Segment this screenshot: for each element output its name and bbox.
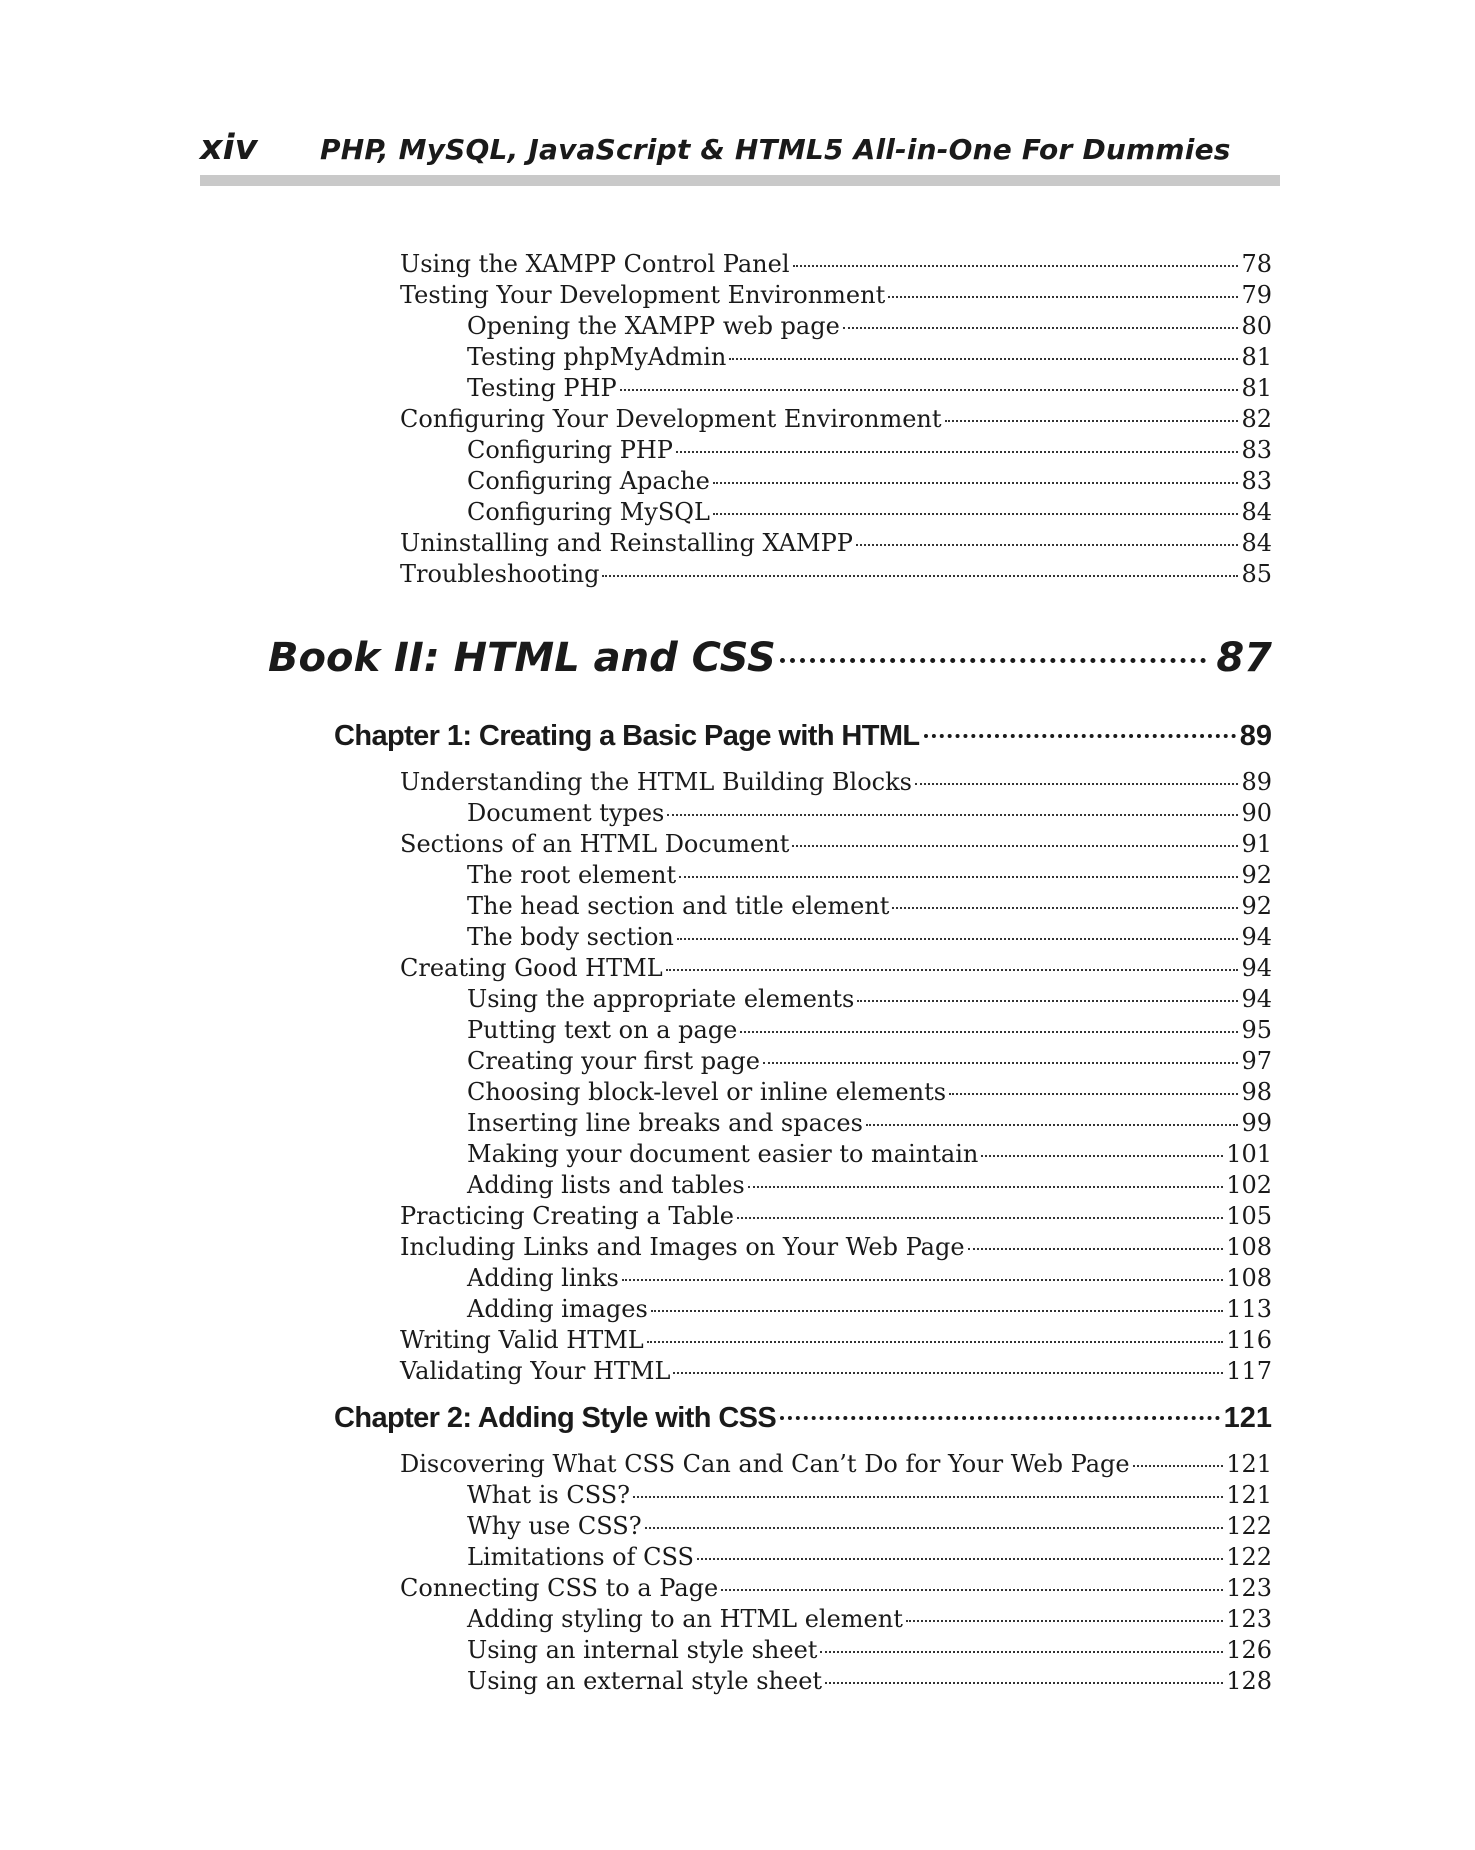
toc-entry-label: Adding links bbox=[467, 1264, 619, 1292]
toc-entry bbox=[467, 1170, 1272, 1200]
toc-entry bbox=[467, 497, 1272, 527]
toc-entry bbox=[400, 953, 1272, 983]
chapter-heading-label: Chapter 2: Adding Style with CSS bbox=[334, 1402, 777, 1434]
toc-entry bbox=[400, 829, 1272, 859]
dot-leader bbox=[602, 575, 1238, 577]
toc-entry-page: 92 bbox=[1241, 861, 1272, 889]
dot-leader bbox=[740, 1031, 1238, 1033]
toc-entry-page: 99 bbox=[1241, 1109, 1272, 1137]
dot-leader bbox=[763, 1062, 1238, 1064]
toc-entry-page: 123 bbox=[1226, 1605, 1272, 1633]
chapter-heading-page: 89 bbox=[1239, 720, 1272, 752]
dot-leader bbox=[622, 1279, 1223, 1281]
toc-entry-page: 82 bbox=[1241, 405, 1272, 433]
dot-leader bbox=[793, 265, 1239, 267]
toc-entry-label: Testing Your Development Environment bbox=[400, 281, 886, 309]
dot-leader bbox=[780, 658, 1207, 663]
toc-entry bbox=[467, 1294, 1272, 1324]
toc-entry-label: Creating your first page bbox=[467, 1047, 760, 1075]
toc-entry-label: Sections of an HTML Document bbox=[400, 830, 790, 858]
toc-entry bbox=[467, 373, 1272, 403]
toc-entry-label: Opening the XAMPP web page bbox=[467, 312, 840, 340]
dot-leader bbox=[748, 1186, 1223, 1188]
toc-entry-page: 123 bbox=[1226, 1574, 1272, 1602]
toc-entry-label: Configuring Your Development Environment bbox=[400, 405, 942, 433]
toc-entry-page: 83 bbox=[1241, 467, 1272, 495]
toc-entry-page: 121 bbox=[1226, 1481, 1272, 1509]
toc-entry bbox=[467, 1511, 1272, 1541]
dot-leader bbox=[968, 1248, 1224, 1250]
toc-entry bbox=[467, 984, 1272, 1014]
toc-entry bbox=[467, 891, 1272, 921]
toc-entry-label: The root element bbox=[467, 861, 677, 889]
book-heading-page: 87 bbox=[1216, 635, 1272, 681]
toc-entry-label: Adding lists and tables bbox=[467, 1171, 745, 1199]
toc-entry-label: Adding styling to an HTML element bbox=[467, 1605, 903, 1633]
toc-entry bbox=[467, 435, 1272, 465]
toc-entry bbox=[467, 342, 1272, 372]
dot-leader bbox=[713, 513, 1239, 515]
toc-entry bbox=[400, 1201, 1272, 1231]
toc-entry-label: Configuring PHP bbox=[467, 436, 673, 464]
toc-entry bbox=[467, 798, 1272, 828]
dot-leader bbox=[857, 1000, 1238, 1002]
toc-entry-label: Uninstalling and Reinstalling XAMPP bbox=[400, 529, 853, 557]
chapter-heading bbox=[334, 716, 1272, 756]
toc-entry-page: 122 bbox=[1226, 1512, 1272, 1540]
toc-entry-page: 97 bbox=[1241, 1047, 1272, 1075]
toc-entry bbox=[467, 1635, 1272, 1665]
toc-entry bbox=[467, 466, 1272, 496]
book-heading-label: Book II: HTML and CSS bbox=[268, 635, 776, 681]
toc-entry bbox=[467, 1480, 1272, 1510]
dot-leader bbox=[949, 1093, 1238, 1095]
toc-entry-label: Testing PHP bbox=[467, 374, 617, 402]
toc-entry-page: 94 bbox=[1241, 923, 1272, 951]
toc-entry bbox=[467, 922, 1272, 952]
toc-entry bbox=[467, 1542, 1272, 1572]
toc-entry bbox=[467, 1015, 1272, 1045]
toc-entry-page: 116 bbox=[1226, 1326, 1272, 1354]
toc-entry-label: Using an internal style sheet bbox=[467, 1636, 818, 1664]
dot-leader bbox=[633, 1496, 1223, 1498]
toc-entry-page: 85 bbox=[1241, 560, 1272, 588]
toc-entry-label: Why use CSS? bbox=[467, 1512, 642, 1540]
dot-leader bbox=[856, 544, 1239, 546]
dot-leader bbox=[645, 1527, 1224, 1529]
toc-entry-page: 94 bbox=[1241, 954, 1272, 982]
dot-leader bbox=[820, 1651, 1223, 1653]
dot-leader bbox=[737, 1217, 1223, 1219]
dot-leader bbox=[792, 845, 1238, 847]
toc-entry-label: Document types bbox=[467, 799, 665, 827]
toc-entry-label: Configuring MySQL bbox=[467, 498, 710, 526]
toc-entry bbox=[467, 1139, 1272, 1169]
toc-entry-page: 83 bbox=[1241, 436, 1272, 464]
toc-entry-page: 89 bbox=[1241, 768, 1272, 796]
toc-entry bbox=[400, 559, 1272, 589]
toc-entry-page: 91 bbox=[1241, 830, 1272, 858]
toc-entry-page: 94 bbox=[1241, 985, 1272, 1013]
dot-leader bbox=[647, 1341, 1223, 1343]
dot-leader bbox=[651, 1310, 1223, 1312]
toc-entry-label: Putting text on a page bbox=[467, 1016, 738, 1044]
dot-leader bbox=[667, 814, 1238, 816]
dot-leader bbox=[906, 1620, 1223, 1622]
toc-entry-label: Practicing Creating a Table bbox=[400, 1202, 735, 1230]
toc-entry-page: 84 bbox=[1241, 498, 1272, 526]
toc-entry-label: The head section and title element bbox=[467, 892, 890, 920]
dot-leader bbox=[866, 1124, 1239, 1126]
toc-entry-page: 78 bbox=[1241, 250, 1272, 278]
toc-entry-page: 108 bbox=[1226, 1233, 1272, 1261]
dot-leader bbox=[945, 420, 1239, 422]
dot-leader bbox=[915, 783, 1239, 785]
toc-entry-page: 121 bbox=[1226, 1450, 1272, 1478]
dot-leader bbox=[666, 969, 1239, 971]
dot-leader bbox=[676, 451, 1239, 453]
toc-entry bbox=[400, 1573, 1272, 1603]
dot-leader bbox=[729, 358, 1238, 360]
dot-leader bbox=[679, 876, 1238, 878]
toc-entry bbox=[467, 311, 1272, 341]
chapter-heading bbox=[334, 1398, 1272, 1438]
toc-entry bbox=[467, 1604, 1272, 1634]
toc-entry-page: 90 bbox=[1241, 799, 1272, 827]
toc-entry-page: 126 bbox=[1226, 1636, 1272, 1664]
toc-entry-page: 113 bbox=[1226, 1295, 1272, 1323]
toc-entry bbox=[400, 1449, 1272, 1479]
toc-entry bbox=[400, 249, 1272, 279]
toc-entry bbox=[467, 1046, 1272, 1076]
toc-entry bbox=[467, 1108, 1272, 1138]
toc-entry bbox=[400, 1232, 1272, 1262]
dot-leader bbox=[673, 1372, 1223, 1374]
toc-entry bbox=[400, 528, 1272, 558]
toc-entry-page: 105 bbox=[1226, 1202, 1272, 1230]
toc-entry-label: Including Links and Images on Your Web Page bbox=[400, 1233, 965, 1261]
running-title: PHP, MySQL, JavaScript & HTML5 All-in-One For Dummies bbox=[320, 133, 1231, 166]
dot-leader bbox=[780, 1416, 1219, 1420]
toc-entry-page: 98 bbox=[1241, 1078, 1272, 1106]
toc-entry-label: What is CSS? bbox=[467, 1481, 631, 1509]
dot-leader bbox=[721, 1589, 1223, 1591]
toc-entry-page: 80 bbox=[1241, 312, 1272, 340]
chapter-heading-label: Chapter 1: Creating a Basic Page with HTML bbox=[334, 720, 920, 752]
toc-entry-label: Discovering What CSS Can and Can’t Do for Your Web Page bbox=[400, 1450, 1130, 1478]
toc-entry-label: Limitations of CSS bbox=[467, 1543, 694, 1571]
toc-entry-page: 95 bbox=[1241, 1016, 1272, 1044]
toc-entry-page: 81 bbox=[1241, 374, 1272, 402]
dot-leader bbox=[843, 327, 1239, 329]
dot-leader bbox=[825, 1682, 1223, 1684]
chapter-heading-page: 121 bbox=[1223, 1402, 1272, 1434]
dot-leader bbox=[697, 1558, 1223, 1560]
toc-entry bbox=[467, 860, 1272, 890]
toc-entry-page: 117 bbox=[1226, 1357, 1272, 1385]
toc-entry bbox=[400, 1356, 1272, 1386]
toc-entry-label: Configuring Apache bbox=[467, 467, 710, 495]
dot-leader bbox=[888, 296, 1238, 298]
toc-entry-label: Adding images bbox=[467, 1295, 648, 1323]
toc-entry-label: Troubleshooting bbox=[400, 560, 600, 588]
running-header bbox=[200, 128, 1280, 168]
toc-entry-page: 81 bbox=[1241, 343, 1272, 371]
toc-entry-label: Inserting line breaks and spaces bbox=[467, 1109, 863, 1137]
toc-entry-page: 84 bbox=[1241, 529, 1272, 557]
toc-entry-label: Writing Valid HTML bbox=[400, 1326, 644, 1354]
toc-entry-label: Understanding the HTML Building Blocks bbox=[400, 768, 912, 796]
toc-entry bbox=[400, 767, 1272, 797]
toc-entry bbox=[400, 1325, 1272, 1355]
toc-entry bbox=[467, 1077, 1272, 1107]
toc-entry-page: 92 bbox=[1241, 892, 1272, 920]
toc-entry-label: Creating Good HTML bbox=[400, 954, 663, 982]
toc-entry-page: 101 bbox=[1226, 1140, 1272, 1168]
dot-leader bbox=[981, 1155, 1223, 1157]
dot-leader bbox=[713, 482, 1239, 484]
header-rule bbox=[200, 175, 1280, 186]
toc-entry-page: 108 bbox=[1226, 1264, 1272, 1292]
toc-entry-label: Using an external style sheet bbox=[467, 1667, 823, 1695]
page-number: xiv bbox=[200, 128, 258, 168]
toc-entry-label: Using the XAMPP Control Panel bbox=[400, 250, 790, 278]
toc-entry bbox=[467, 1666, 1272, 1696]
toc-entry-label: Testing phpMyAdmin bbox=[467, 343, 727, 371]
toc-entry bbox=[400, 280, 1272, 310]
toc-entry bbox=[400, 404, 1272, 434]
dot-leader bbox=[924, 734, 1236, 738]
toc-entry-label: Validating Your HTML bbox=[400, 1357, 671, 1385]
toc-entry-page: 128 bbox=[1226, 1667, 1272, 1695]
toc-entry-label: Using the appropriate elements bbox=[467, 985, 855, 1013]
toc-entry-page: 79 bbox=[1241, 281, 1272, 309]
book-heading bbox=[268, 630, 1272, 686]
dot-leader bbox=[1133, 1465, 1224, 1467]
toc-entry-label: The body section bbox=[467, 923, 674, 951]
toc-entry bbox=[467, 1263, 1272, 1293]
toc-entry-page: 122 bbox=[1226, 1543, 1272, 1571]
dot-leader bbox=[677, 938, 1239, 940]
toc-entry-label: Making your document easier to maintain bbox=[467, 1140, 979, 1168]
dot-leader bbox=[620, 389, 1239, 391]
toc-entry-label: Choosing block-level or inline elements bbox=[467, 1078, 947, 1106]
dot-leader bbox=[892, 907, 1238, 909]
toc-entry-page: 102 bbox=[1226, 1171, 1272, 1199]
toc-entry-label: Connecting CSS to a Page bbox=[400, 1574, 719, 1602]
